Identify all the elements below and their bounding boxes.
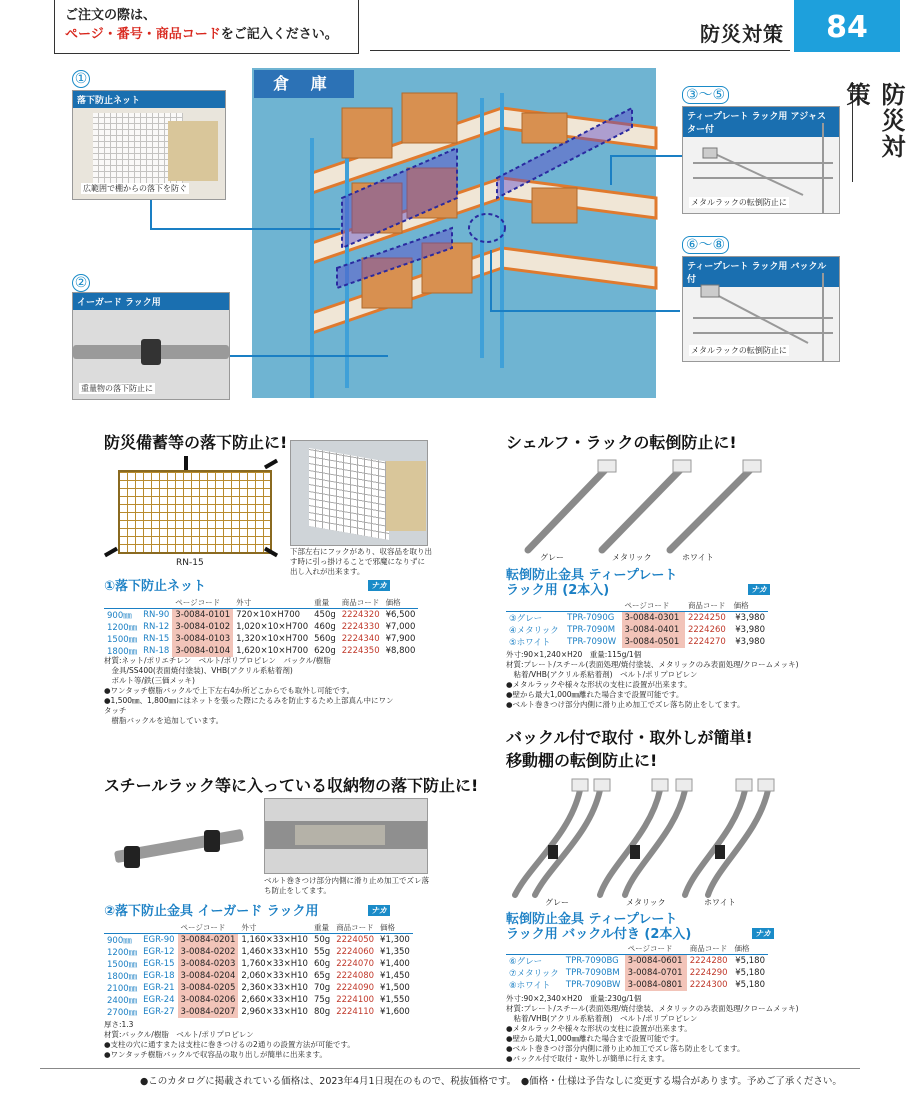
note-line: 材質:ネット/ポリエチレン ベルト/ポリプロピレン バックル/樹脂 [104, 656, 331, 665]
note-line: 外寸:90×1,240×H20 重量:115g/1個 [506, 650, 642, 659]
connector-line [610, 155, 612, 185]
brand-mark: ナカ [368, 580, 390, 591]
table-row: 1200㎜ RN-12 3-0084-0102 1,020×10×H700 460g 2224330 ¥7,000 [107, 622, 416, 633]
table-row: 2100㎜ EGR-21 3-0084-0205 2,360×33×H10 70g 2224090 ¥1,500 [107, 983, 410, 994]
callout-label: イーガード ラック用 [73, 293, 229, 310]
col-header: 価格 [731, 943, 768, 955]
callout-label: ティープレート ラック用 バックル付 [683, 257, 839, 287]
note-line: ●ワンタッチ樹脂バックルで収容品の取り出しが簡単に出来ます。 [104, 1050, 327, 1059]
note-line: 樹脂バックルを追加しています。 [104, 716, 224, 725]
table-row: 900㎜ EGR-90 3-0084-0201 1,160×33×H10 50g 2224050 ¥1,300 [107, 935, 410, 946]
note-line: 材質:プレート/スチール(表面処理/焼付塗装、メタリックのみ表面処理/クロームメッキ) [506, 1004, 799, 1013]
color-label: ホワイト [704, 898, 736, 907]
nonslip-area [295, 825, 385, 845]
callout-number: ③〜⑤ [682, 86, 729, 104]
note-line: ボルト等/鉄(三価メッキ) [104, 676, 195, 685]
connector-line [490, 310, 680, 312]
title-line: ラック用 (2本入) [506, 583, 610, 598]
callout-caption: メタルラックの転倒防止に [691, 346, 787, 355]
tplate-image [510, 455, 770, 560]
callout-label: 落下防止ネット [73, 91, 225, 108]
egard-notes [104, 1020, 394, 1060]
color-label: グレー [540, 553, 564, 562]
table-row: ④メタリック TPR-7090M 3-0084-0401 2224260 ¥3,980 [509, 625, 765, 636]
note-line: ●1,500㎜、1,800㎜にはネットを張った際にたるみを防止するため上部真ん中にワンタッチ [104, 696, 394, 715]
col-header: ページコード [622, 600, 685, 612]
tplate-heading: シェルフ・ラックの転倒防止に! [506, 433, 737, 452]
net-corners [104, 462, 284, 562]
heading-line: バックル付で取付・取外しが簡単! [506, 728, 753, 747]
note-line: ●支柱の穴に通すまたは支柱に巻きつけるの2通りの設置方法が可能です。 [104, 1040, 355, 1049]
table-row: 900㎜ RN-90 3-0084-0101 720×10×H700 450g 2224320 ¥6,500 [107, 610, 416, 621]
buckle-notes [506, 994, 846, 1064]
title-line: 転倒防止金具 ティープレート [506, 912, 678, 927]
col-header: 重量 [311, 922, 333, 934]
note-line: 粘着/VHB(アクリル系粘着剤) ベルト/ポリプロピレン [506, 670, 698, 679]
note-line: 厚さ:1.3 [104, 1020, 134, 1029]
tplate-buckle-image [510, 775, 780, 905]
col-header: ページコード [178, 922, 239, 934]
buckle-shape [204, 830, 220, 852]
egard-photo [72, 292, 230, 400]
note-line: ●壁から最大1,000㎜離れた場合まで設置可能です。 [506, 1034, 684, 1043]
callout-number: ⑥〜⑧ [682, 236, 729, 254]
brand-mark: ナカ [748, 584, 770, 595]
title-line: ラック用 バックル付き (2本入) [506, 927, 692, 942]
notice-rest: をご記入ください。 [220, 27, 338, 42]
notice-emphasis: ページ・番号・商品コード [65, 27, 221, 42]
note-line: 金具/SS400(表面焼付塗装)、VHB(アクリル系粘着剤) [104, 666, 293, 675]
buckle-table [506, 943, 768, 991]
box-shape [168, 121, 218, 181]
brand-mark: ナカ [752, 928, 774, 939]
table-header [506, 600, 768, 612]
shelf-illustration [252, 68, 656, 398]
note-line: ●ベルト巻きつけ部分内側に滑り止め加工でズレ落ち防止をしてます。 [506, 700, 745, 709]
buckle-product-title [506, 912, 691, 942]
callout-caption: 広範囲で棚からの落下を防ぐ [83, 184, 187, 193]
buckle-shape [141, 339, 161, 365]
net-heading: 防災備蓄等の落下防止に! [104, 433, 288, 452]
note-line: ●メタルラックや様々な形状の支柱に設置が出来ます。 [506, 1024, 692, 1033]
brand-mark: ナカ [368, 905, 390, 916]
tplate-product-title [506, 568, 677, 598]
box-shape [386, 461, 426, 531]
callout-caption: 重量物の落下防止に [81, 384, 153, 393]
table-row: 2700㎜ EGR-27 3-0084-0207 2,960×33×H10 80g 2224110 ¥1,600 [107, 1007, 410, 1018]
col-header: ページコード [172, 597, 233, 609]
table-row: 2400㎜ EGR-24 3-0084-0206 2,660×33×H10 75g 2224100 ¥1,550 [107, 995, 410, 1006]
egard-image [104, 820, 254, 880]
note-line: 粘着/VHB(アクリル系粘着剤) ベルト/ポリプロピレン [506, 1014, 698, 1023]
egard-photo-caption: ベルト巻きつけ部分内側に滑り止め加工でズレ落ち防止をしてます。 [264, 876, 429, 895]
color-label: グレー [545, 898, 569, 907]
note-line: ●メタルラックや様々な形状の支柱に設置が出来ます。 [506, 680, 692, 689]
table-row: 1800㎜ EGR-18 3-0084-0204 2,060×33×H10 65g 2224080 ¥1,450 [107, 971, 410, 982]
net-photo-caption: 下部左右にフックがあり、収容品を取り出す時に引っ掛けることで邪魔になりずに出し入れが出来ます。 [290, 547, 432, 576]
connector-line [150, 228, 340, 230]
col-header: 商品コード [687, 943, 732, 955]
header-rule [370, 50, 790, 51]
net-model-caption: RN-15 [176, 558, 204, 568]
note-line: 材質:バックル/樹脂 ベルト/ポリプロピレン [104, 1030, 254, 1039]
net-table [104, 597, 418, 657]
tplate-buckle-photo [682, 256, 840, 362]
col-header: 商品コード [685, 600, 731, 612]
footer-note: ●このカタログに掲載されている価格は、2023年4月1日現在のもので、税抜価格です。 ●価格・仕様は予告なしに変更する場合があります。予めご了承ください。 [140, 1076, 842, 1087]
title-line: 転倒防止金具 ティープレート [506, 568, 678, 583]
col-header: 外寸 [238, 922, 311, 934]
table-row: 1200㎜ EGR-12 3-0084-0202 1,460×33×H10 55g 2224060 ¥1,350 [107, 947, 410, 958]
tplate-photo [682, 106, 840, 214]
callout-number: ② [72, 274, 90, 292]
net-usage-photo [290, 440, 428, 546]
note-line: ●ベルト巻きつけ部分内側に滑り止め加工でズレ落ち防止をしてます。 [506, 1044, 745, 1053]
callout-label: ティープレート ラック用 アジャスター付 [683, 107, 839, 137]
note-line: ●壁から最大1,000㎜離れた場合まで設置可能です。 [506, 690, 684, 699]
footer-rule [40, 1068, 860, 1069]
table-header [506, 943, 768, 955]
table-row: 1500㎜ EGR-15 3-0084-0203 1,760×33×H10 60g 2224070 ¥1,400 [107, 959, 410, 970]
heading-line: 移動棚の転倒防止に! [506, 751, 658, 770]
color-label: メタリック [626, 898, 666, 907]
warehouse-label: 倉 庫 [254, 70, 354, 98]
callout-number: ① [72, 70, 90, 88]
tplate-table [506, 600, 768, 648]
col-header: 商品コード [339, 597, 383, 609]
table-row: ③グレー TPR-7090G 3-0084-0301 2224250 ¥3,980 [509, 613, 765, 624]
col-header: 外寸 [233, 597, 311, 609]
color-label: ホワイト [682, 553, 714, 562]
egard-product-title: ②落下防止金具 イーガード ラック用 [104, 904, 319, 919]
net-product-title: ①落下防止ネット [104, 579, 207, 594]
page-number: 84 [794, 0, 900, 52]
egard-table [104, 922, 413, 1018]
order-notice [54, 0, 359, 54]
category-title: 防災対策 [700, 22, 784, 46]
notice-line-1: ご注文の際は、 [65, 8, 157, 23]
connector-line [610, 155, 682, 157]
table-row: ⑧ホワイト TPR-7090BW 3-0084-0801 2224300 ¥5,180 [509, 980, 765, 991]
connector-line [228, 355, 388, 357]
warehouse-illustration [252, 68, 656, 398]
note-line: ●ワンタッチ樹脂バックルで上下左右4か所どこからでも取外し可能です。 [104, 686, 355, 695]
callout-caption: メタルラックの転倒防止に [691, 198, 787, 207]
net-notes [104, 656, 394, 726]
color-label: メタリック [612, 553, 652, 562]
note-line: 材質:プレート/スチール(表面処理/焼付塗装、メタリックのみ表面処理/クロームメッキ) [506, 660, 799, 669]
note-line: ●バックル付で取付・取外しが簡単に行えます。 [506, 1054, 670, 1063]
note-line: 外寸:90×2,340×H20 重量:230g/1個 [506, 994, 642, 1003]
net-pattern [309, 448, 389, 540]
egard-closeup-photo [264, 798, 428, 874]
col-header: 価格 [383, 597, 419, 609]
table-row: 1800㎜ RN-18 3-0084-0104 1,620×10×H700 620g 2224350 ¥8,800 [107, 646, 416, 657]
col-header: 商品コード [333, 922, 377, 934]
table-row: ⑥グレー TPR-7090BG 3-0084-0601 2224280 ¥5,180 [509, 956, 765, 967]
table-row: ⑤ホワイト TPR-7090W 3-0084-0501 2224270 ¥3,980 [509, 637, 765, 648]
buckle-shape [124, 846, 140, 868]
tplate-notes [506, 650, 846, 710]
table-header [104, 922, 413, 934]
buckle-heading [506, 725, 753, 771]
net-photo [72, 90, 226, 200]
table-row: 1500㎜ RN-15 3-0084-0103 1,320×10×H700 560g 2224340 ¥7,900 [107, 634, 416, 645]
col-header: ページコード [625, 943, 687, 955]
connector-line [490, 250, 492, 310]
side-tab: 防災対策 [842, 82, 905, 160]
col-header: 価格 [731, 600, 768, 612]
col-header: 重量 [311, 597, 339, 609]
egard-heading: スチールラック等に入っている収納物の落下防止に! [104, 776, 479, 795]
col-header: 価格 [377, 922, 413, 934]
table-header [104, 597, 418, 609]
table-row: ⑦メタリック TPR-7090BM 3-0084-0701 2224290 ¥5,180 [509, 968, 765, 979]
